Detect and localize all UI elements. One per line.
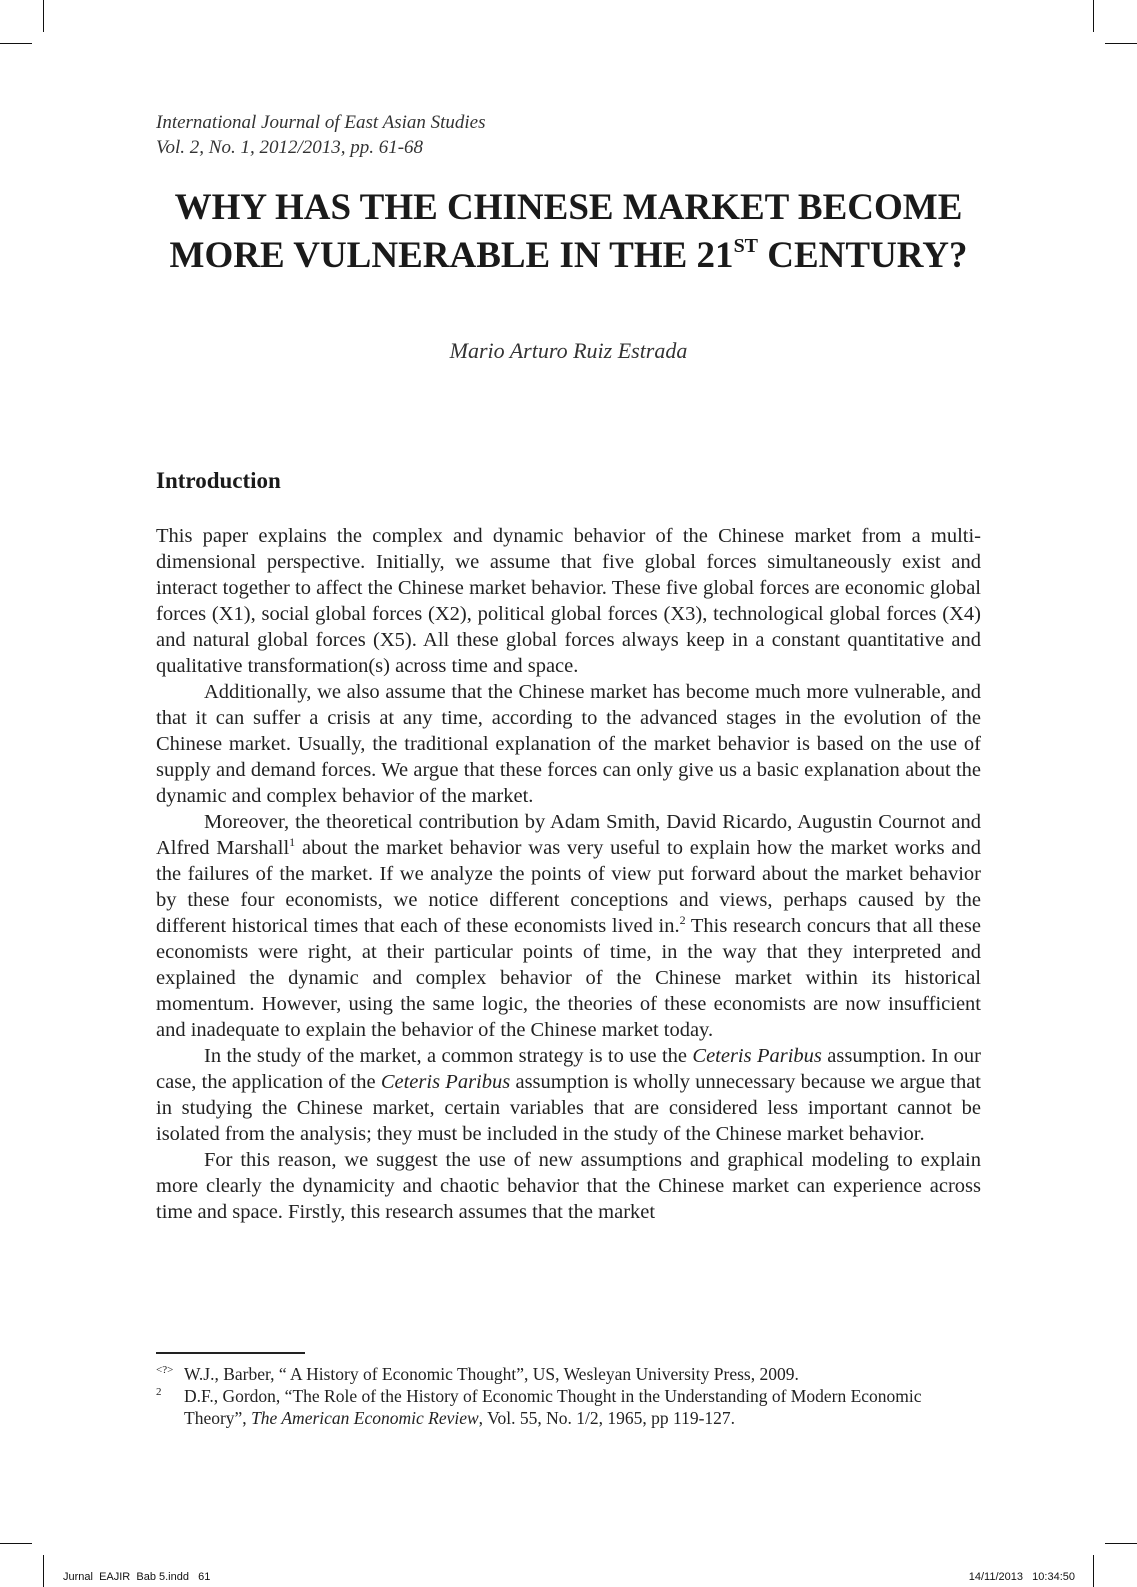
paragraph-text: Moreover, the theoretical contribution by Adam Smith, David Ricardo, Augustin Cournot and Alfred Marshall: [156, 811, 981, 859]
journal-citation: The American Economic Review: [251, 1408, 479, 1428]
print-slug-filename: Jurnal EAJIR Bab 5.indd 61: [63, 1571, 211, 1583]
crop-mark-top-left-vertical: [43, 0, 44, 32]
crop-mark-bottom-right-horizontal: [1105, 1543, 1137, 1544]
crop-mark-bottom-left-horizontal: [0, 1543, 32, 1544]
paper-title: [100, 184, 1037, 280]
footnote-text: D.F., Gordon, “The Role of the History of Economic Thought in the Understanding of Modern Economic Theory”,: [184, 1386, 922, 1428]
footnote-ref[interactable]: 1: [289, 835, 296, 850]
paragraph-text: assumption is wholly unnecessary because we argue that in studying the Chinese market, certain variables that are considered less important cannot be isolated from the analysis; they must be included in the study of the Chinese market behavior.: [156, 1071, 981, 1145]
footnote-2: [156, 1385, 981, 1429]
paragraph-text: about the market behavior was very useful to explain how the market works and the failures of the market. If we analyze the points of view put forward about the market behavior by these four economists, we notice different conceptions and views, perhaps caused by the different historical times that each of these economists lived in.: [156, 837, 981, 937]
paragraph-text: assumption. In our case, the application of the: [156, 1045, 981, 1093]
author-name: Mario Arturo Ruiz Estrada: [449, 338, 688, 363]
footnotes: [156, 1363, 981, 1429]
paragraph: For this reason, we suggest the use of new assumptions and graphical modeling to explain more clearly the dynamicity and chaotic behavior that the Chinese market can experience across time and space. Firstly, this research assumes that the market: [156, 1149, 981, 1223]
paragraph: Additionally, we also assume that the Chinese market has become much more vulnerable, and that it can suffer a crisis at any time, according to the advanced stages in the evolution of the Chinese market. Usually, the traditional explanation of the market behavior is based on the use of supply and demand forces. We argue that these forces can only give us a basic explanation about the dynamic and complex behavior of the market.: [156, 681, 981, 807]
title-line-1: WHY HAS THE CHINESE MARKET BECOME: [174, 187, 963, 228]
paragraph: [156, 1043, 981, 1147]
footnote-text: W.J., Barber, “ A History of Economic Thought”, US, Wesleyan University Press, 2009.: [184, 1364, 799, 1384]
body-text: [156, 523, 981, 1225]
crop-mark-bottom-left-vertical: [43, 1555, 44, 1587]
italic-term: Ceteris Paribus: [692, 1045, 822, 1067]
footnote-marker: <?>: [156, 1364, 174, 1376]
crop-mark-top-right-horizontal: [1105, 43, 1137, 44]
title-line-2: MORE VULNERABLE IN THE 21: [169, 235, 734, 276]
crop-mark-bottom-right-vertical: [1093, 1555, 1094, 1587]
footnote-text: , Vol. 55, No. 1/2, 1965, pp 119-127.: [478, 1408, 736, 1428]
section-heading: Introduction: [156, 468, 281, 493]
paragraph: [156, 809, 981, 1043]
crop-mark-top-right-vertical: [1093, 0, 1094, 32]
print-slug-timestamp: 14/11/2013 10:34:50: [968, 1571, 1075, 1583]
journal-volume: Vol. 2, No. 1, 2012/2013, pp. 61-68: [156, 137, 424, 158]
title-line-2-end: CENTURY?: [758, 235, 968, 276]
paragraph-text: In the study of the market, a common strategy is to use the: [204, 1045, 693, 1067]
paragraph-text: This research concurs that all these economists were right, at their particular points of time, in the way that they interpreted and explained the dynamic and complex behavior of the Chinese market within its historical momentum. However, using the same logic, the theories of these economists are now insufficient and inadequate to explain the behavior of the Chinese market today.: [156, 915, 981, 1041]
footnote-1: [156, 1363, 981, 1385]
title-superscript: ST: [733, 235, 759, 257]
paragraph: This paper explains the complex and dynamic behavior of the Chinese market from a multi-dimensional perspective. Initially, we assume that five global forces simultaneously exist and interact together to affect the Chinese market behavior. These five global forces are economic global forces (X1), social global forces (X2), political global forces (X3), technological global forces (X4) and natural global forces (X5). All these global forces always keep in a constant quantitative and qualitative transformation(s) across time and space.: [156, 525, 981, 677]
crop-mark-top-left-horizontal: [0, 43, 32, 44]
journal-name: International Journal of East Asian Studies: [156, 112, 486, 133]
footnote-marker: 2: [156, 1386, 162, 1398]
italic-term: Ceteris Paribus: [380, 1071, 511, 1093]
journal-header: [156, 110, 486, 160]
footnote-ref[interactable]: 2: [679, 913, 686, 928]
footnote-divider: [156, 1352, 305, 1354]
